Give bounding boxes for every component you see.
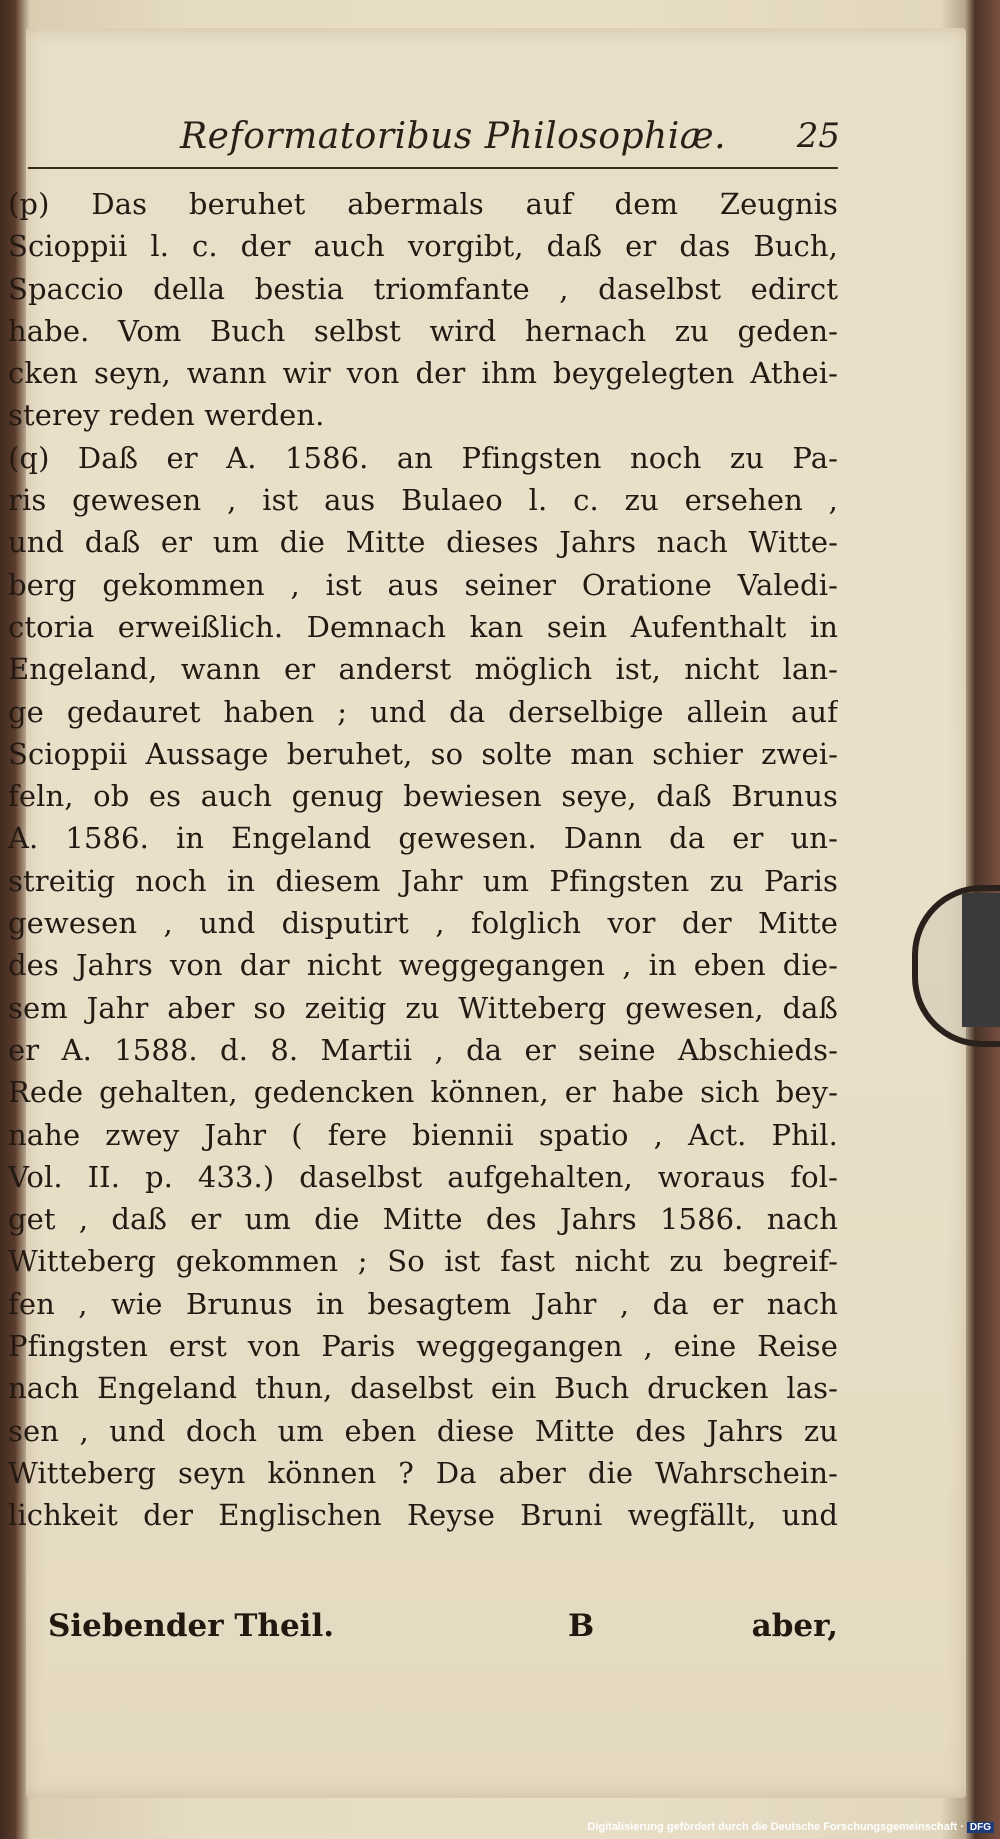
text-line: nahe zwey Jahr ( fere biennii spatio , Act. Phil.	[8, 1117, 838, 1152]
text-line: get , daß er um die Mitte des Jahrs 1586. nach	[8, 1202, 838, 1237]
signature-mark: B	[568, 1608, 595, 1644]
text-line: cken seyn, wann wir von der ihm beygelegten Athei-	[8, 356, 838, 391]
text-line: Engeland, wann er anderst möglich ist, nicht lan-	[8, 652, 838, 687]
text-line: (p) Das beruhet abermals auf dem Zeugnis	[8, 187, 838, 221]
text-line: ctoria erweißlich. Demnach kan sein Aufenthalt in	[8, 609, 838, 644]
text-line: Vol. II. p. 433.) daselbst aufgehalten, woraus fol-	[8, 1159, 838, 1194]
page-number: 25	[796, 116, 840, 156]
page-clip-holder	[962, 893, 1000, 1027]
digitization-credit	[587, 1821, 994, 1833]
text-line: sem Jahr aber so zeitig zu Witteberg gewesen, daß	[8, 990, 838, 1025]
text-line: sterey reden werden.	[8, 398, 325, 433]
text-line: Rede gehalten, gedencken können, er habe sich bey-	[8, 1075, 838, 1110]
page-header	[150, 110, 840, 162]
dfg-logo: DFG	[967, 1822, 994, 1833]
text-line: fen , wie Brunus in besagtem Jahr , da er nach	[8, 1286, 838, 1321]
text-line: Spaccio della bestia triomfante , daselbst edirct	[8, 271, 838, 306]
body-text	[8, 183, 838, 1537]
page-footer	[48, 1608, 838, 1654]
text-line: Witteberg seyn können ? Da aber die Wahrschein-	[8, 1455, 838, 1490]
text-line: lichkeit der Englischen Reyse Bruni wegfällt, und	[8, 1498, 838, 1533]
running-title: Reformatoribus Philosophiæ.	[180, 116, 727, 157]
text-line: Scioppii Aussage beruhet, so solte man schier zwei-	[8, 736, 838, 771]
text-line: Witteberg gekommen ; So ist fast nicht zu begreif-	[8, 1244, 838, 1279]
text-line: habe. Vom Buch selbst wird hernach zu geden-	[8, 313, 838, 348]
text-line: streitig noch in diesem Jahr um Pfingsten zu Paris	[8, 863, 838, 898]
text-line: nach Engeland thun, daselbst ein Buch drucken las-	[8, 1371, 838, 1406]
text-line: gewesen , und disputirt , folglich vor der Mitte	[8, 906, 838, 941]
text-line: ge gedauret haben ; und da derselbige allein auf	[8, 694, 838, 729]
header-rule	[28, 167, 838, 169]
text-line: Pfingsten erst von Paris weggegangen , eine Reise	[8, 1329, 838, 1364]
text-line: Scioppii l. c. der auch vorgibt, daß er das Buch,	[8, 229, 838, 264]
text-line: (q) Daß er A. 1586. an Pfingsten noch zu Pa-	[8, 440, 838, 475]
section-label: Siebender Theil.	[48, 1608, 335, 1644]
text-line: berg gekommen , ist aus seiner Oratione Valedi-	[8, 567, 838, 602]
catchword: aber,	[751, 1608, 838, 1644]
text-line: er A. 1588. d. 8. Martii , da er seine Abschieds-	[8, 1032, 838, 1067]
text-line: feln, ob es auch genug bewiesen seye, daß Brunus	[8, 779, 838, 814]
text-line: sen , und doch um eben diese Mitte des Jahrs zu	[8, 1413, 838, 1448]
text-line: und daß er um die Mitte dieses Jahrs nach Witte-	[8, 525, 838, 560]
text-line: ris gewesen , ist aus Bulaeo l. c. zu ersehen ,	[8, 483, 838, 518]
credit-text: Digitalisierung gefördert durch die Deutsche Forschungsgemeinschaft ·	[587, 1821, 964, 1833]
text-line: A. 1586. in Engeland gewesen. Dann da er un-	[8, 821, 838, 856]
text-line: des Jahrs von dar nicht weggegangen , in eben die-	[8, 948, 838, 983]
